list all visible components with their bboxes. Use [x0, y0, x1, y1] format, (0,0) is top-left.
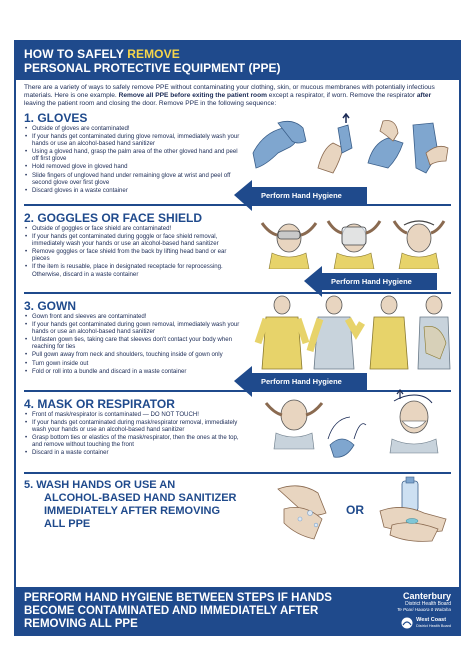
perform-hand-hygiene-arrow-1: Perform Hand Hygiene [251, 187, 367, 204]
footer-banner [16, 587, 459, 634]
glove-step-4 [413, 123, 448, 173]
list-item: • Slide fingers of ungloved hand under remaining glove at wrist and peel off second glove over first glove [24, 172, 242, 187]
list-item: • Hold removed glove in gloved hand [24, 163, 242, 170]
goggles-person-2 [328, 221, 380, 269]
section-wash-hands [16, 479, 459, 549]
list-item: • Discard gloves in a waste container [24, 187, 242, 194]
intro-text-3: leaving the patient room and closing the door. Remove PPE in the following sequence: [24, 100, 277, 108]
list-item: • Outside of goggles or face shield are contaminated! [24, 225, 242, 232]
section-gown [16, 299, 459, 385]
footer-line-2: BECOME CONTAMINATED AND IMMEDIATELY AFTER [24, 605, 319, 617]
section-gloves [16, 111, 459, 199]
title-line-1 [24, 47, 451, 61]
gown-person-3 [370, 296, 408, 369]
list-item: • Unfasten gown ties, taking care that sleeves don't contact your body when reaching for ties [24, 336, 242, 351]
west-coast-emblem-icon [401, 617, 413, 629]
intro-paragraph [16, 80, 459, 111]
goggles-removal-illustration [254, 213, 454, 269]
poster-header [16, 42, 459, 80]
intro-text-2: except a respirator, if worn. Remove the respirator [266, 92, 417, 100]
list-item: • If the item is reusable, place in designated receptacle for reprocessing. Otherwise, discard in a waste container [24, 263, 242, 278]
perform-hand-hygiene-arrow-2: Perform Hand Hygiene [321, 273, 437, 290]
list-item: • Gown front and sleeves are contaminated! [24, 313, 242, 320]
goggles-person-1 [262, 223, 316, 269]
or-label: OR [346, 502, 364, 517]
glove-step-1 [253, 121, 306, 168]
list-item: • Front of mask/respirator is contaminated — DO NOT TOUCH! [24, 411, 242, 418]
mask-in-hand [328, 417, 366, 457]
title-prefix: HOW TO SAFELY [24, 47, 128, 61]
title-line-2: PERSONAL PROTECTIVE EQUIPMENT (PPE) [24, 61, 281, 75]
goggles-steps-list [24, 225, 242, 278]
list-item: • Using a gloved hand, grasp the palm area of the other gloved hand and peel off first glove [24, 148, 242, 163]
mask-removal-illustration [254, 389, 454, 465]
ppe-poster [14, 40, 461, 636]
hand-sanitizer-illustration [372, 475, 456, 545]
list-item: • If your hands get contaminated during mask/respirator removal, immediately wash your hands or use an alcohol-based hand sanitizer [24, 419, 242, 434]
perform-hand-hygiene-arrow-3: Perform Hand Hygiene [251, 373, 367, 390]
intro-bold-2: after [416, 92, 432, 100]
list-item: • If your hands get contaminated during gown removal, immediately wash your hands or use an alcohol-based hand sanitizer [24, 321, 242, 336]
canterbury-dhb-logo [397, 591, 451, 613]
list-item: • Discard in a waste container [24, 449, 242, 456]
gown-person-4 [418, 296, 450, 369]
gloves-steps-list [24, 125, 242, 195]
list-item: • Grasp bottom ties or elastics of the mask/respirator, then the ones at the top, and remove without touching the front [24, 434, 242, 449]
wash-line-4: ALL PPE [44, 517, 91, 530]
goggles-person-3 [394, 221, 444, 269]
list-item: • Turn gown inside out [24, 360, 242, 367]
logo-subtitle: District Health Board [405, 601, 451, 607]
list-item: • Outside of gloves are contaminated! [24, 125, 242, 132]
list-item: • If your hands get contaminated during goggle or face shield removal, immediately wash your hands or use an alcohol-based hand sanitizer [24, 233, 242, 248]
intro-bold-1: Remove all PPE before exiting the patient room [118, 92, 267, 100]
west-coast-text [416, 617, 451, 629]
intro-text-1: There are a variety of ways to safely remove PPE without contaminating your clothing, skin, or mucous membranes with potentially infectious materials. Here is one example. [24, 84, 435, 100]
west-coast-dhb-logo [401, 617, 451, 629]
wash-line-1: 5. WASH HANDS OR USE AN [24, 478, 176, 491]
gown-removal-illustration [254, 293, 454, 371]
gown-person-2 [310, 296, 362, 369]
list-item: • Pull gown away from neck and shoulders, touching inside of gown only [24, 351, 242, 358]
gown-steps-list [24, 313, 242, 375]
glove-step-3 [368, 120, 403, 168]
title-highlight: REMOVE [127, 47, 180, 61]
wash-line-2: ALCOHOL-BASED HAND SANITIZER [44, 491, 237, 504]
glove-removal-illustration [248, 113, 455, 181]
section-title-gloves: 1. GLOVES [24, 110, 88, 125]
footer-line-1: PERFORM HAND HYGIENE BETWEEN STEPS IF HANDS [24, 592, 332, 604]
list-item: • Remove goggles or face shield from the back by lifting head band or ear pieces [24, 248, 242, 263]
logo2-line-2: District Health Board [416, 624, 451, 628]
footer-message [24, 592, 384, 631]
section-title-gown: 3. GOWN [24, 298, 77, 313]
section-divider [16, 199, 459, 211]
hand-washing-illustration [270, 479, 340, 543]
mask-person-1 [266, 400, 322, 449]
section-goggles [16, 211, 459, 287]
list-item: • Fold or roll into a bundle and discard in a waste container [24, 368, 242, 375]
logo-tagline: Te Poari Hauora ō Waitaha [396, 607, 451, 612]
section-title-goggles: 2. GOGGLES OR FACE SHIELD [24, 210, 203, 225]
mask-steps-list [24, 411, 242, 457]
list-item: • If your hands get contaminated during glove removal, immediately wash your hands or use an alcohol-based hand sanitizer [24, 133, 242, 148]
footer-line-3: REMOVING ALL PPE [24, 618, 138, 630]
logo-name: Canterbury [402, 591, 451, 601]
wash-line-3: IMMEDIATELY AFTER REMOVING [44, 504, 221, 517]
section-mask [16, 397, 459, 467]
logo2-line-1: West Coast [416, 617, 447, 623]
section-title-mask: 4. MASK OR RESPIRATOR [24, 396, 175, 411]
mask-person-2 [390, 390, 438, 453]
gown-person-1 [258, 296, 306, 369]
glove-step-2 [318, 114, 352, 173]
